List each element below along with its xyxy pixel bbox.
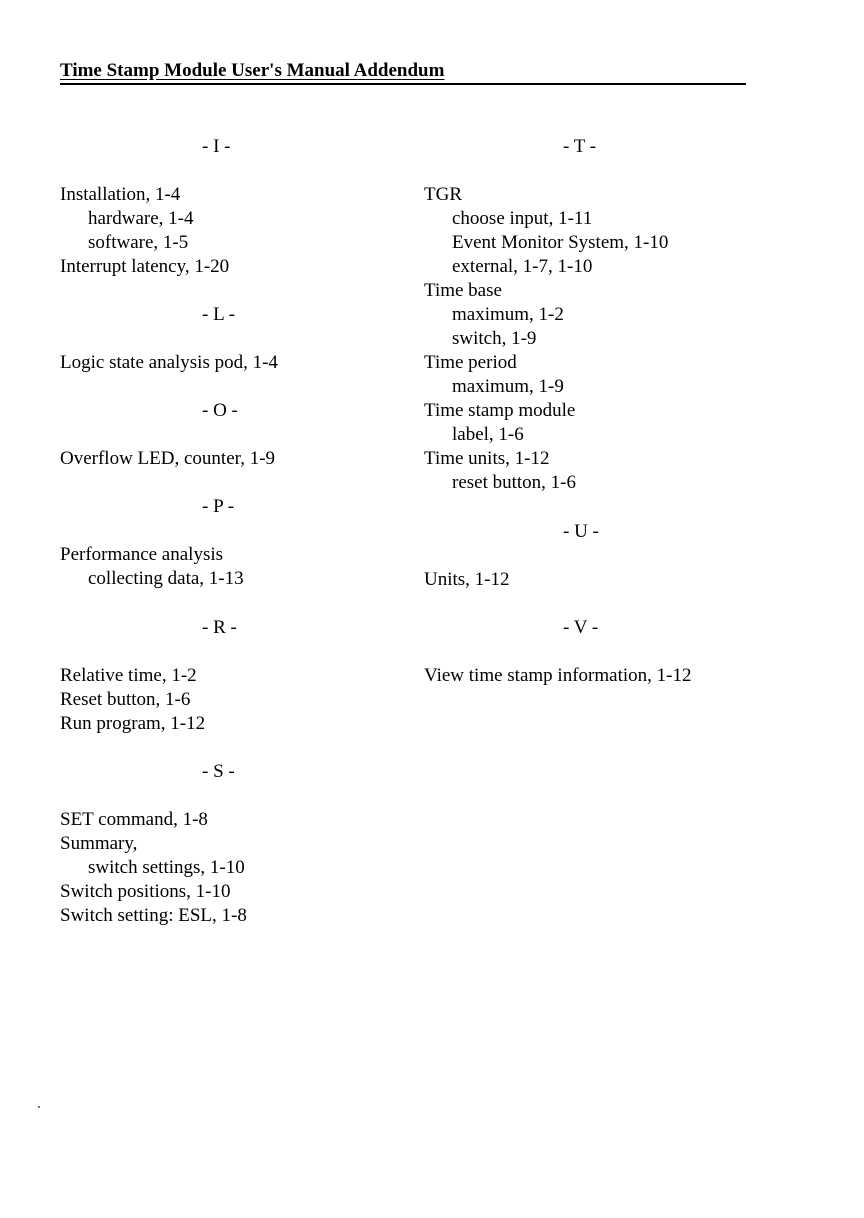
index-entry: Switch setting: ESL, 1-8 <box>60 905 247 926</box>
running-header <box>60 59 746 85</box>
letter-heading-s: - S - <box>202 761 235 782</box>
index-entry: Units, 1-12 <box>424 569 510 590</box>
index-subentry: maximum, 1-9 <box>452 376 564 397</box>
index-entry: SET command, 1-8 <box>60 809 208 830</box>
index-entry: Time stamp module <box>424 400 576 421</box>
header-title: Time Stamp Module User's Manual Addendum <box>60 60 445 81</box>
index-subentry: choose input, 1-11 <box>452 208 593 229</box>
index-subentry: software, 1-5 <box>88 232 189 253</box>
letter-heading-l: - L - <box>202 304 236 325</box>
index-entry: View time stamp information, 1-12 <box>424 665 692 686</box>
index-subentry: switch, 1-9 <box>452 328 537 349</box>
letter-heading-p: - P - <box>202 496 235 517</box>
index-entry: Time period <box>424 352 517 373</box>
index-subentry: external, 1-7, 1-10 <box>452 256 593 277</box>
letter-heading-i: - I - <box>202 136 231 157</box>
index-entry: Run program, 1-12 <box>60 713 206 734</box>
letter-heading-o: - O - <box>202 400 238 421</box>
index-subentry: Event Monitor System, 1-10 <box>452 232 669 253</box>
index-entry: TGR <box>424 184 462 205</box>
index-entry: Logic state analysis pod, 1-4 <box>60 352 278 373</box>
index-subentry: label, 1-6 <box>452 424 524 445</box>
index-entry: Performance analysis <box>60 544 224 565</box>
letter-heading-t: - T - <box>563 136 597 157</box>
letter-heading-v: - V - <box>563 617 599 638</box>
letter-heading-r: - R - <box>202 617 237 638</box>
scan-speck <box>38 1106 40 1108</box>
index-entry: Installation, 1-4 <box>60 184 181 205</box>
index-entry: Interrupt latency, 1-20 <box>60 256 230 277</box>
index-entry: Reset button, 1-6 <box>60 689 191 710</box>
index-entry: Overflow LED, counter, 1-9 <box>60 448 276 469</box>
letter-heading-u: - U - <box>563 521 599 542</box>
index-subentry: hardware, 1-4 <box>88 208 194 229</box>
index-subentry: reset button, 1-6 <box>452 472 577 493</box>
index-subentry: switch settings, 1-10 <box>88 857 245 878</box>
index-subentry: collecting data, 1-13 <box>88 568 244 589</box>
index-entry: Relative time, 1-2 <box>60 665 197 686</box>
index-entry: Time base <box>424 280 502 301</box>
index-entry: Time units, 1-12 <box>424 448 550 469</box>
index-entry: Switch positions, 1-10 <box>60 881 231 902</box>
index-entry: Summary, <box>60 833 138 854</box>
index-subentry: maximum, 1-2 <box>452 304 564 325</box>
